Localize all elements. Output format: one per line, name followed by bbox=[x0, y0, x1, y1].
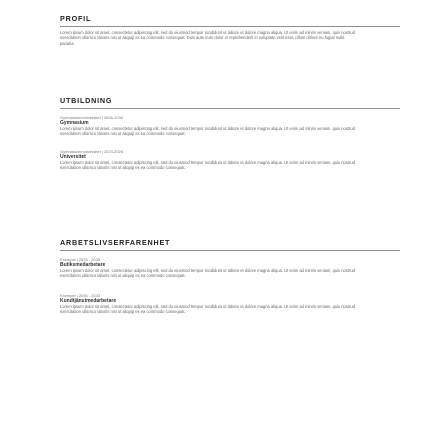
profile-divider bbox=[60, 26, 400, 27]
entry-meta: Exempel | 2033 - 2035 bbox=[60, 257, 101, 262]
education-divider bbox=[60, 108, 400, 109]
experience-heading: ARBETSLIVSERFARENHET bbox=[60, 238, 171, 247]
experience-section bbox=[60, 238, 410, 322]
experience-entry bbox=[60, 257, 410, 279]
profile-section bbox=[60, 14, 410, 46]
page-top-strip bbox=[0, 0, 421, 10]
profile-heading: PROFIL bbox=[60, 14, 92, 23]
entry-meta: Gymnasium/universitet | 2023-2026 bbox=[60, 148, 124, 154]
education-entry bbox=[60, 149, 410, 171]
education-section bbox=[60, 96, 410, 178]
entry-meta: Gymnasium/universitet | 2026-2030 bbox=[60, 115, 124, 120]
entry-title: Kundtjänstmedarbetare bbox=[60, 297, 117, 304]
entry-title: Universitet bbox=[60, 153, 86, 160]
experience-divider bbox=[60, 250, 400, 251]
entry-title: Gymnasium bbox=[60, 120, 89, 126]
entry-title: Butiksmedarbetare bbox=[60, 262, 106, 268]
education-entry bbox=[60, 115, 410, 137]
entry-text: Lorem ipsum dolor sit amet, consectetur adipiscing elit, sed do eiusmod tempor incididunt ut labore et dolore magna aliqua. Ut enim ad minim veniam, quis nostrud exercitation ullamco laboris nisi ut aliquip ex ea commodo consequat. bbox=[60, 126, 355, 137]
education-heading: UTBILDNING bbox=[60, 96, 113, 105]
profile-text: Lorem ipsum dolor sit amet, consectetur adipiscing elit, sed do eiusmod tempor incididunt ut labore et dolore magna aliqua. Ut enim ad minim veniam, quis nostrud exercitation ullamco laboris nisi ut aliquip ex ea commodo consequat. Duis aute irure dolor in reprehenderit in voluptate velit esse cillum dolore eu fugiat nulla pariatur. bbox=[60, 30, 355, 46]
entry-text: Lorem ipsum dolor sit amet, consectetur adipiscing elit, sed do eiusmod tempor incididunt ut labore et dolore magna aliqua. Ut enim ad minim veniam, quis nostrud exercitation ullamco laboris nisi ut aliquip ex ea commodo consequat. bbox=[60, 159, 355, 170]
entry-text: Lorem ipsum dolor sit amet, consectetur adipiscing elit, sed do eiusmod tempor incididunt ut labore et dolore magna aliqua. Ut enim ad minim veniam, quis nostrud exercitation ullamco laboris nisi ut aliquip ex ea commodo consequat. bbox=[60, 268, 355, 279]
entry-meta: Exempel | 2030 - 2033 bbox=[60, 292, 101, 298]
experience-entry bbox=[60, 293, 410, 315]
entry-text: Lorem ipsum dolor sit amet, consectetur adipiscing elit, sed do eiusmod tempor incididunt ut labore et dolore magna aliqua. Ut enim ad minim veniam, quis nostrud exercitation ullamco laboris nisi ut aliquip ex ea commodo consequat. bbox=[60, 303, 355, 314]
